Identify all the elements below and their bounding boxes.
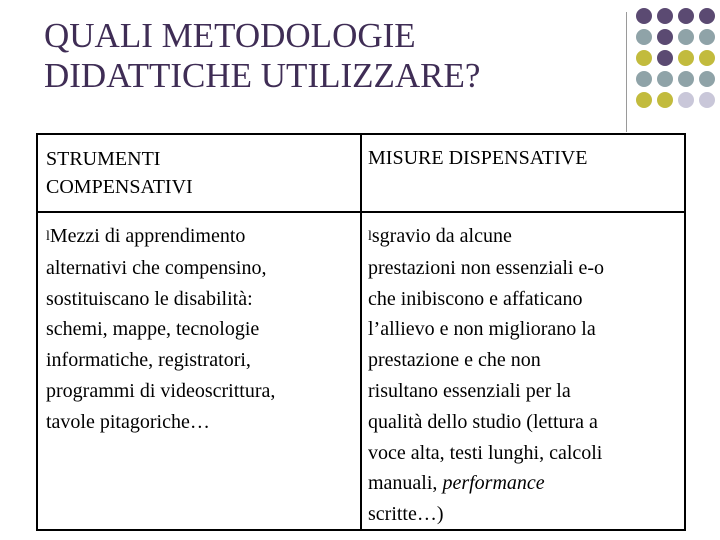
header-left-line: COMPENSATIVI (46, 176, 193, 198)
decorative-dot (699, 8, 715, 24)
text-line: qualità dello studio (lettura a (368, 410, 598, 433)
header-compensatory-tools (46, 145, 346, 201)
table-column-divider (360, 135, 362, 529)
header-dispensatory-measures: MISURE DISPENSATIVE (368, 147, 588, 169)
compensatory-tools-text (46, 221, 356, 438)
decorative-dot (636, 8, 652, 24)
text-line: tavole pitagoriche… (46, 410, 210, 433)
decorative-dot (678, 92, 694, 108)
decorative-dot (678, 29, 694, 45)
decorative-dot (657, 29, 673, 45)
text-line: manuali, performance (368, 472, 545, 495)
decorative-dot (699, 50, 715, 66)
text-line: sostituiscano le disabilità: (46, 287, 253, 310)
bullet-icon: l (368, 229, 372, 244)
title-divider (626, 12, 627, 132)
text-line: informatiche, registratori, (46, 349, 251, 372)
dispensatory-measures-text (368, 221, 680, 530)
text-line: alternativi che compensino, (46, 256, 267, 279)
decorative-dot (657, 71, 673, 87)
text-line: voce alta, testi lunghi, calcoli (368, 441, 603, 464)
text-line: schemi, mappe, tecnologie (46, 318, 260, 341)
decorative-dot (678, 8, 694, 24)
decorative-dot (636, 29, 652, 45)
list-item: lMezzi di apprendimento (46, 225, 246, 247)
decorative-dot (636, 50, 652, 66)
text-line: programmi di videoscrittura, (46, 379, 276, 402)
decorative-dot (657, 50, 673, 66)
text-line: prestazione e che non (368, 349, 541, 372)
decorative-dot (699, 29, 715, 45)
decorative-dot (657, 92, 673, 108)
title-line-1: QUALI METODOLOGIE (44, 16, 416, 55)
decorative-dot (657, 8, 673, 24)
decorative-dot-grid (636, 8, 720, 120)
decorative-dot (699, 92, 715, 108)
text-line: risultano essenziali per la (368, 379, 571, 402)
text-line: l’allievo e non migliorano la (368, 318, 596, 341)
bullet-icon: l (46, 229, 50, 244)
decorative-dot (699, 71, 715, 87)
decorative-dot (636, 71, 652, 87)
decorative-dot (678, 71, 694, 87)
decorative-dot (678, 50, 694, 66)
text-line: che inibiscono e affaticano (368, 287, 583, 310)
header-left-line: STRUMENTI (46, 148, 161, 170)
list-item: lsgravio da alcune (368, 225, 512, 247)
slide-title (44, 16, 604, 96)
text-line: scritte…) (368, 503, 444, 526)
title-line-2: DIDATTICHE UTILIZZARE? (44, 56, 481, 95)
table-header-divider (38, 211, 684, 213)
decorative-dot (636, 92, 652, 108)
methodology-table (36, 133, 686, 531)
text-line: prestazioni non essenziali e-o (368, 256, 605, 279)
